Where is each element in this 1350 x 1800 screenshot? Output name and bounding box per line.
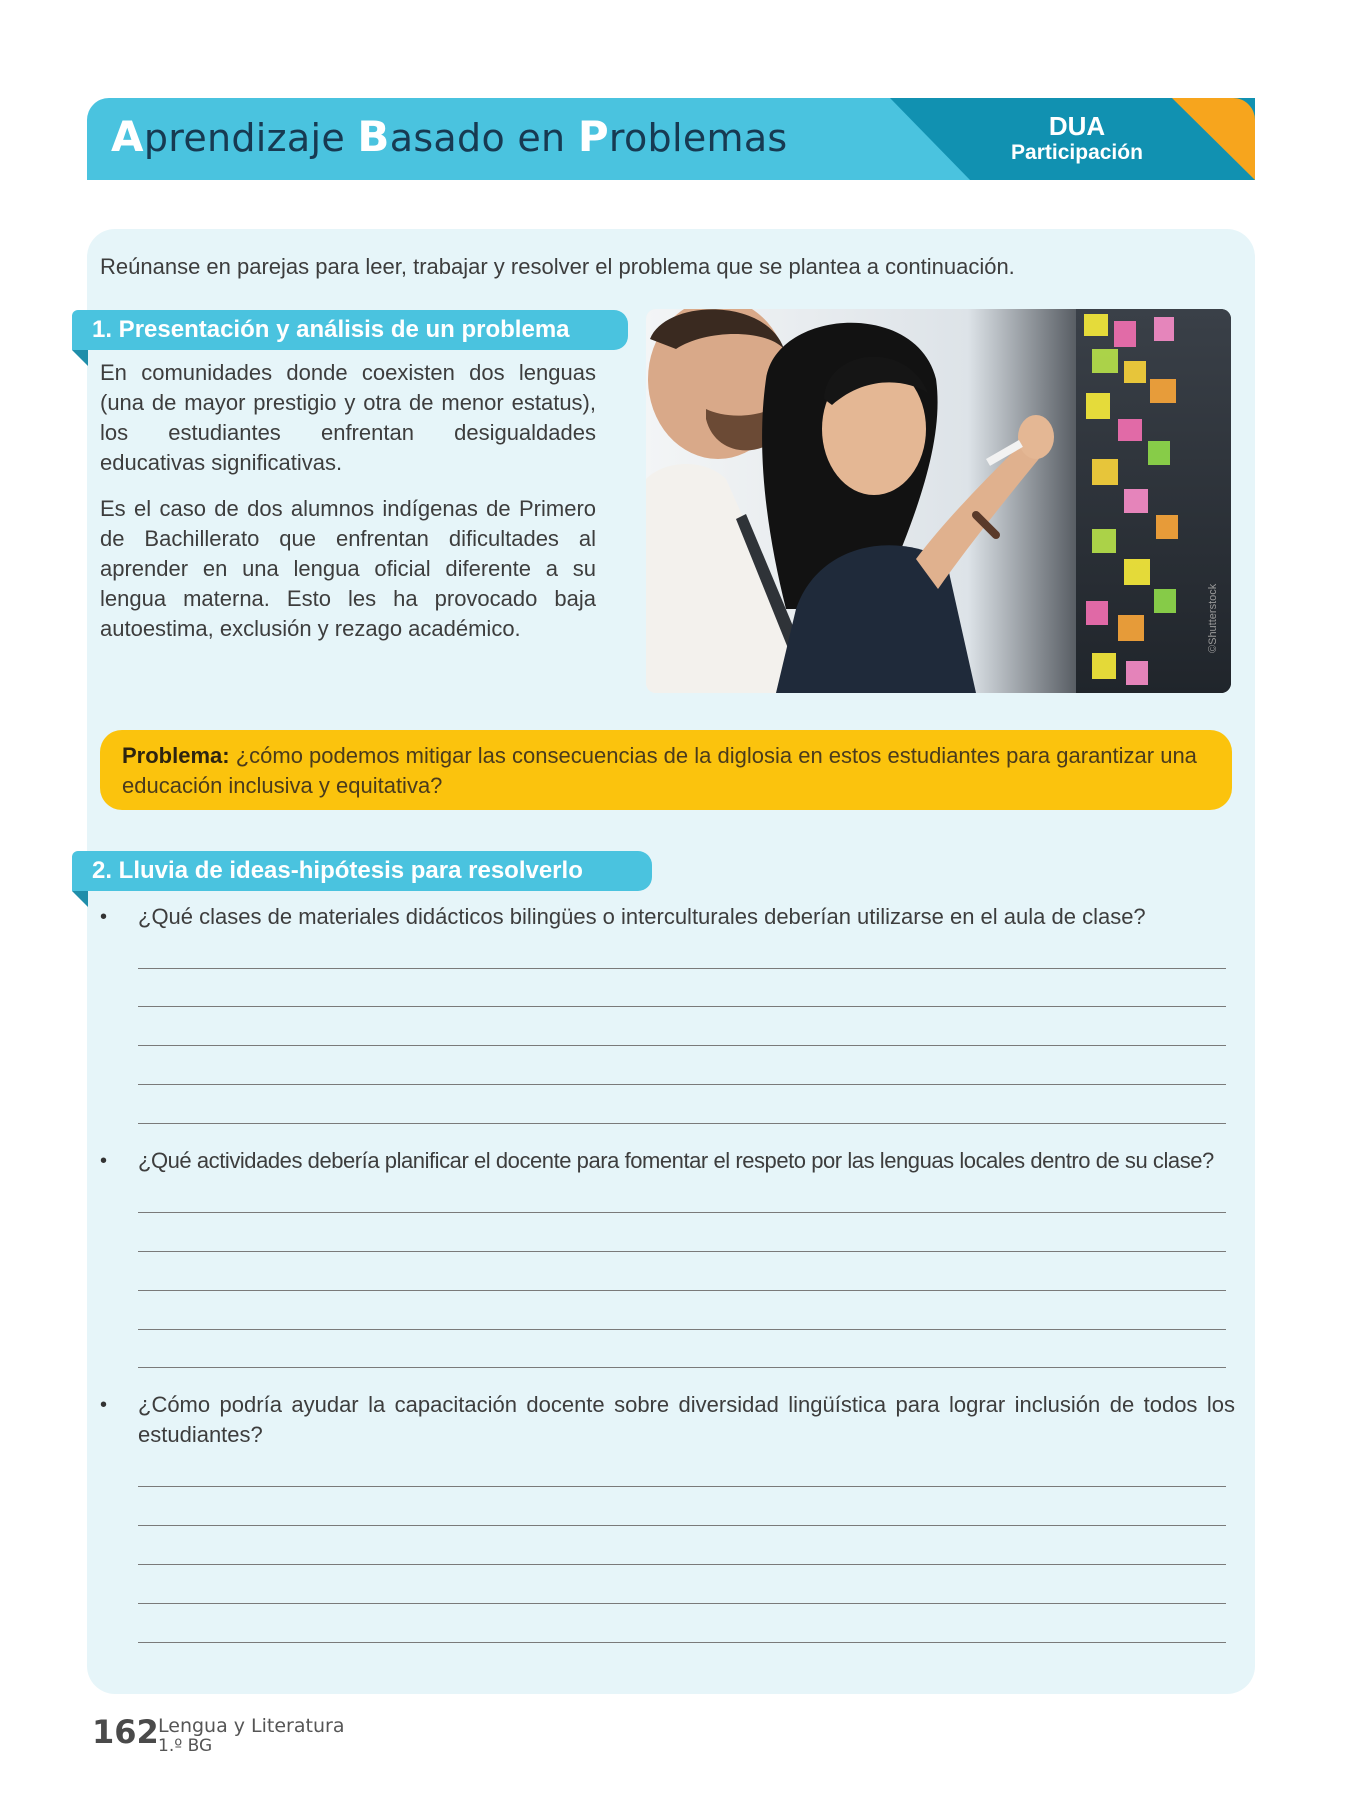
intro-text: Reúnanse en parejas para leer, trabajar y resolver el problema que se plantea a continuación.: [100, 254, 1015, 279]
answer-line-3a[interactable]: [138, 1486, 1226, 1487]
section-2-heading: 2. Lluvia de ideas-hipótesis para resolverlo: [72, 851, 652, 891]
answer-line-3d[interactable]: [138, 1603, 1226, 1604]
photo-credit: [1207, 623, 1287, 653]
answer-line-2e[interactable]: [138, 1367, 1226, 1368]
activity-title: [111, 112, 788, 161]
title-word-1: prendizaje: [143, 116, 358, 160]
dua-badge: [977, 112, 1177, 166]
answer-line-1b[interactable]: [138, 1006, 1226, 1007]
problem-box: [100, 730, 1232, 810]
footer-subject: Lengua y Literatura: [158, 1715, 345, 1737]
title-initial-a: A: [111, 112, 144, 161]
bullet-3: •: [100, 1394, 108, 1416]
activity-header: [87, 98, 1255, 180]
answer-line-2c[interactable]: [138, 1290, 1226, 1291]
question-2: [100, 1146, 1235, 1176]
title-initial-p: P: [577, 112, 609, 161]
problem-label: Problema:: [122, 743, 230, 768]
answer-line-1a[interactable]: [138, 968, 1226, 969]
answer-line-2d[interactable]: [138, 1329, 1226, 1330]
answer-line-3b[interactable]: [138, 1525, 1226, 1526]
answer-line-1d[interactable]: [138, 1084, 1226, 1085]
title-word-3: roblemas: [608, 116, 788, 160]
answer-line-1e[interactable]: [138, 1123, 1226, 1124]
title-word-2: asado en: [389, 116, 578, 160]
footer-grade: 1.º BG: [158, 1736, 213, 1756]
problem-question: ¿cómo podemos mitigar las consecuencias de la diglosia en estos estudiantes para garantizar una educación inclusiva y equitativa?: [122, 743, 1197, 798]
section-2-tab-fold: [72, 891, 88, 907]
section-1-heading: 1. Presentación y análisis de un problema: [72, 310, 628, 350]
title-initial-b: B: [357, 112, 390, 161]
answer-line-1c[interactable]: [138, 1045, 1226, 1046]
question-3-text: ¿Cómo podría ayudar la capacitación docente sobre diversidad lingüística para lograr inclusión de todos los estudiantes?: [138, 1392, 1235, 1447]
section-1-tab-fold: [72, 350, 88, 366]
dua-subtitle: Participación: [1011, 141, 1143, 164]
question-1: [100, 902, 1235, 932]
question-2-text: ¿Qué actividades debería planificar el docente para fomentar el respeto por las lenguas locales dentro de su clase?: [138, 1148, 1214, 1173]
bullet-1: •: [100, 906, 108, 928]
students-photo: [646, 309, 1231, 693]
section-1-paragraph-2: Es el caso de dos alumnos indígenas de Primero de Bachillerato que enfrentan dificultades al aprender en una lengua oficial diferente a su lengua materna. Esto les ha provocado baja autoestima, exclusión y rezago académico.: [100, 496, 596, 641]
question-3: [100, 1390, 1235, 1450]
dua-title: DUA: [1048, 111, 1106, 141]
bullet-2: •: [100, 1150, 108, 1172]
answer-line-3c[interactable]: [138, 1564, 1226, 1565]
answer-line-3e[interactable]: [138, 1642, 1226, 1643]
students-photo-illustration: [646, 309, 1231, 693]
page-number: 162: [92, 1713, 159, 1751]
section-1-paragraph-1: En comunidades donde coexisten dos lenguas (una de mayor prestigio y otra de menor estatus), los estudiantes enfrentan desigualdades educativas significativas.: [100, 360, 596, 475]
answer-line-2a[interactable]: [138, 1212, 1226, 1213]
answer-line-2b[interactable]: [138, 1251, 1226, 1252]
question-1-text: ¿Qué clases de materiales didácticos bilingües o interculturales deberían utilizarse en el aula de clase?: [138, 904, 1146, 929]
